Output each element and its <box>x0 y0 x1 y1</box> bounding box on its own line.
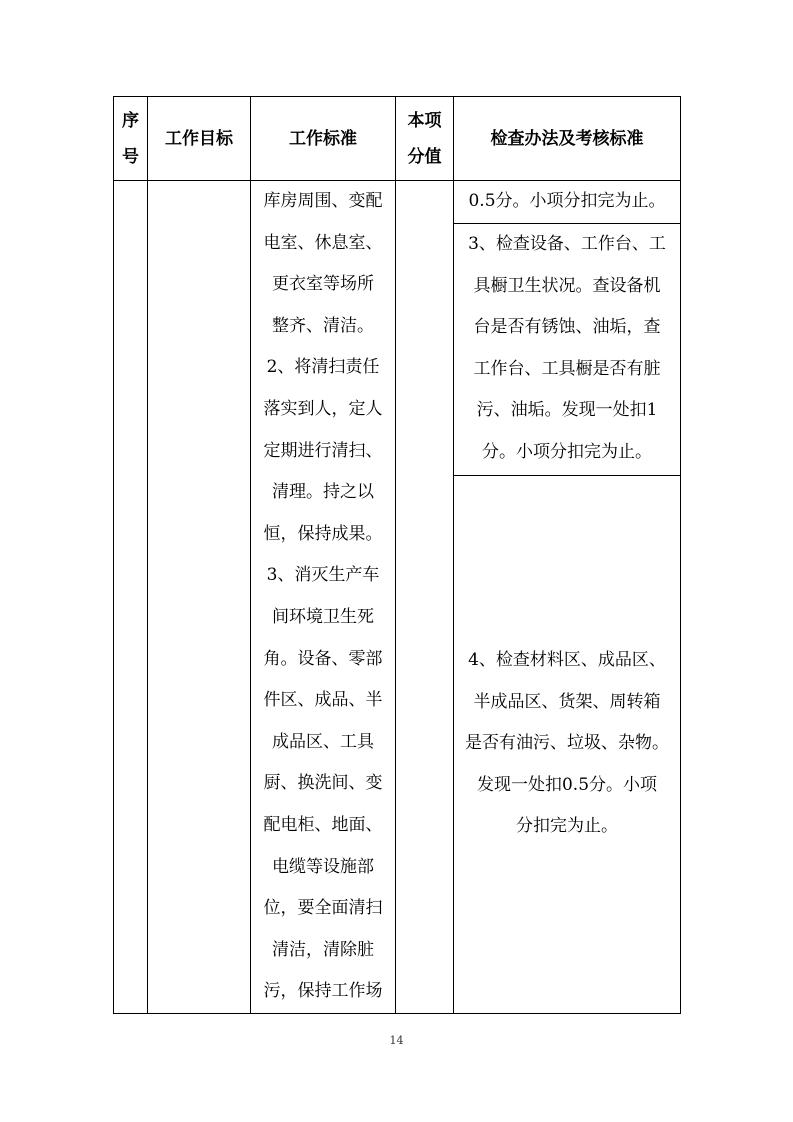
col-line-3 <box>395 96 396 1014</box>
header-goal: 工作目标 <box>165 128 233 149</box>
method-cell-1: 0.5分。小项分扣完为止。 <box>468 191 666 211</box>
method-cell-2: 3、检查设备、工作台、工 具橱卫生状况。查设备机 台是否有锈蚀、油垢，查 工作台、工具橱是否有脏 污、油垢。发现一处扣1 分。小项分扣完为止。 <box>468 234 666 462</box>
standard-cell: 库房周围、变配 电室、休息室、 更衣室等场所 整齐、清洁。 2、将清扫责任 落实到人，定人 定期进行清扫、 清理。持之以 恒，保持成果。 3、消灭生产车 间环境卫生死 角。设备、零部 件区、成品、半 成品区、工具 厨、换洗间、变 配电柜、地面、 电缆等设施部 位，要全面清扫 清洁，清除脏 污，保持工作场 <box>263 191 383 1002</box>
col-line-0 <box>113 96 114 1014</box>
page-number: 14 <box>389 1034 404 1047</box>
method-divider-2 <box>453 475 681 476</box>
header-score: 本项 分值 <box>407 110 442 167</box>
header-seq: 序 号 <box>122 110 139 167</box>
header-method: 检查办法及考核标准 <box>490 128 644 149</box>
header-standard: 工作标准 <box>289 128 357 149</box>
col-line-1 <box>147 96 148 1014</box>
table-border-bottom <box>113 1013 681 1014</box>
col-line-5 <box>680 96 681 1014</box>
method-cell-3: 4、检查材料区、成品区、 半成品区、货架、周转箱 是否有油污、垃圾、杂物。 发现一处扣0.5分。小项 分扣完为止。 <box>465 650 669 837</box>
